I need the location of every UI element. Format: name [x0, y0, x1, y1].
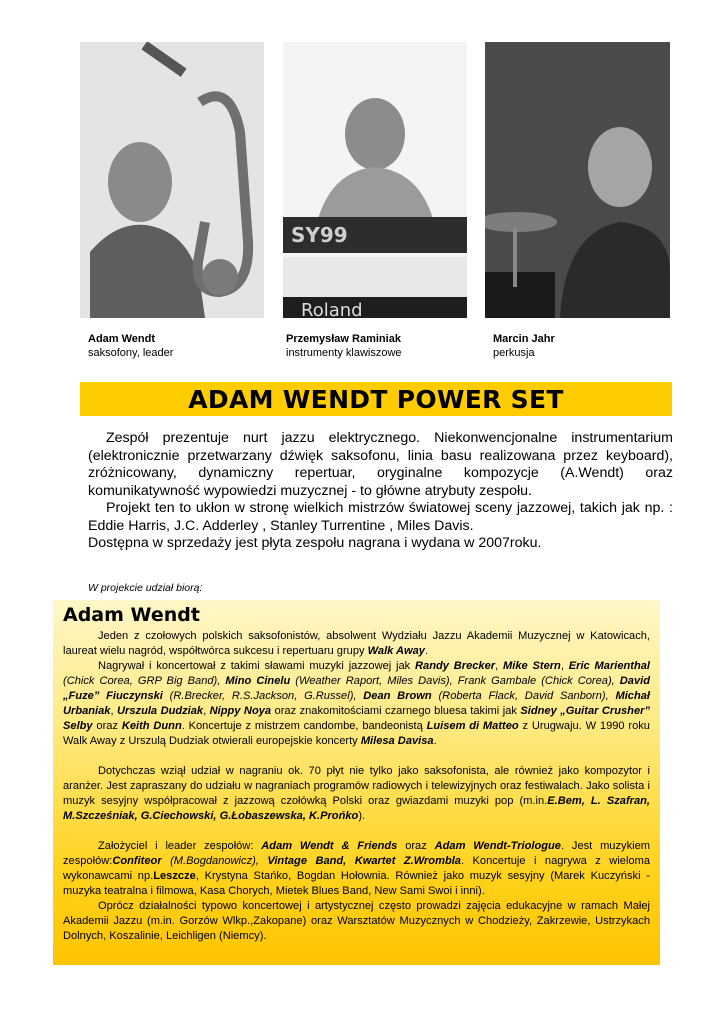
text-run: z Urugwaju. W 1990 roku Walk Away z Urszulą Dudziak otwierali europejskie koncerty: [63, 720, 650, 747]
saxophonist-illustration: [80, 42, 264, 318]
text-run: oraz: [92, 720, 122, 732]
caption-name: Przemysław Raminiak: [286, 333, 401, 345]
drummer-illustration: [485, 42, 670, 318]
emphasized-text: Adam Wendt & Friends: [261, 840, 398, 852]
bio-paragraph: [63, 659, 650, 749]
bio-paragraph: [63, 629, 650, 659]
text-run: ).: [358, 810, 366, 822]
text-run: Założyciel i leader zespołów:: [98, 840, 262, 852]
emphasized-text: Urszula Dudziak: [117, 705, 204, 717]
emphasized-text: E.Bem, L. Szafran, M.Szcześniak, G.Ciechowski, G.Łobaszewska, K.Prońko: [63, 795, 650, 822]
text-run: . Jest muzykiem zespołów:: [63, 840, 650, 867]
caption-role: instrumenty klawiszowe: [286, 347, 402, 359]
intro-paragraph: Dostępna w sprzedaży jest płyta zespołu nagrana i wydana w 2007roku.: [88, 535, 542, 551]
emphasized-text: Mike Stern: [503, 660, 561, 672]
emphasized-text: (M.Bogdanowicz),: [161, 855, 268, 867]
text-run: . Koncertuje i nagrywa z wieloma wykonawcami np.: [63, 855, 650, 882]
text-run: .: [433, 735, 437, 747]
emphasized-text: Luisem di Matteo: [426, 720, 519, 732]
caption-name: Marcin Jahr: [493, 333, 555, 345]
caption-marcin-jahr: [493, 332, 555, 360]
photo-przemyslaw-raminiak: [283, 42, 467, 318]
caption-name: Adam Wendt: [88, 333, 156, 345]
emphasized-text: Sidney „Guitar Crusher” Selby: [63, 705, 650, 732]
text-run: oraz znakomitościami czarnego bluesa takimi jak: [271, 705, 521, 717]
emphasized-text: Randy Brecker: [415, 660, 496, 672]
text-run: ,: [560, 660, 569, 672]
emphasized-text: Walk Away: [367, 645, 425, 657]
emphasized-text: Nippy Noya: [209, 705, 272, 717]
photo-marcin-jahr: [485, 42, 670, 318]
text-run: ,: [495, 660, 503, 672]
emphasized-text: Mino Cinelu: [225, 675, 291, 687]
emphasized-text: Confiteor: [112, 855, 162, 867]
bio-paragraph: [63, 839, 650, 899]
emphasized-text: David „Fuze” Fiuczynski: [63, 675, 650, 702]
emphasized-text: (Chick Corea, GRP Big Band),: [63, 675, 226, 687]
page-title: ADAM WENDT POWER SET: [188, 384, 564, 414]
intro-text: [88, 430, 673, 553]
text-run: Jeden z czołowych polskich saksofonistów, absolwent Wydziału Jazzu Akademii Muzycznej w Katowicach, laureat wielu nagród, współtwórca sukcesu i repertuaru grupy: [63, 630, 650, 657]
text-run: Nagrywał i koncertował z takimi sławami muzyki jazzowej jak: [98, 660, 416, 672]
text-run: .: [424, 645, 429, 657]
text-run: . Koncertuje z mistrzem candombe, bandeonistą: [181, 720, 427, 732]
text-run: ,: [203, 705, 210, 717]
title-banner: [80, 382, 672, 416]
emphasized-text: (R.Brecker, R.S.Jackson, G.Russel),: [162, 690, 364, 702]
text-run: Dotychczas wziął udział w nagraniu ok. 70 płyt nie tylko jako saksofonista, ale również jako kompozytor i aranżer. Jest zapraszany do udziału w nagraniach programów radiowych i telewizyjnych oraz festiwalach. Jako solista i muzyk sesyjny współpracował z jazzową czołówką Polski oraz gwiazdami muzyki pop (m.in.: [63, 765, 650, 807]
emphasized-text: Vintage Band, Kwartet Z.Wrombla: [267, 855, 461, 867]
emphasized-text: Keith Dunn: [121, 720, 182, 732]
keyboardist-illustration: [283, 42, 467, 318]
photo-adam-wendt: [80, 42, 264, 318]
keyboard-model-label: SY99: [291, 223, 348, 247]
emphasized-text: Dean Brown: [363, 690, 432, 702]
caption-adam-wendt: [88, 332, 173, 360]
caption-role: perkusja: [493, 347, 535, 359]
caption-role: saksofony, leader: [88, 347, 174, 359]
emphasized-text: Michał Urbaniak: [63, 690, 650, 717]
emphasized-text: Milesa Davisa: [360, 735, 434, 747]
text-run: oraz: [397, 840, 435, 852]
bio-name: Adam Wendt: [63, 604, 200, 626]
emphasized-text: Adam Wendt-Triologue: [434, 840, 561, 852]
keyboard-brand-label: Roland: [301, 300, 363, 318]
caption-przemyslaw-raminiak: [286, 332, 402, 360]
text-run: , Krystyna Stańko, Bogdan Hołownia. Również jako muzyk sesyjny (Marek Kuczyński - muzyka teatralna i filmowa, Kasa Chorych, Mietek Blues Band, New Sami Swoi i inni).: [63, 870, 650, 897]
bio-paragraph: [63, 764, 650, 824]
bio-text: [63, 629, 650, 944]
text-run: Oprócz działalności typowo koncertowej i artystycznej często prowadzi zajęcia edukacyjne w ramach Małej Akademii Jazzu (m.in. Gorzów Wlkp.,Zakopane) oraz Warsztatów Muzycznych w Chodzieży, Zakrzewie, Ustrzykach Dolnych, Koszalinie, Leichligen (Niemcy).: [63, 900, 650, 942]
emphasized-text: Eric Marienthal: [568, 660, 651, 672]
intro-paragraph: Zespół prezentuje nurt jazzu elektrycznego. Niekonwencjonalne instrumentarium (elektronicznie przetwarzany dźwięk saksofonu, linia basu realizowana przez keyboard), zróżnicowany, dynamiczny repertuar, oryginalne kompozycje (A.Wendt) oraz komunikatywność wypowiedzi muzycznej - to główne atrybuty zespołu.: [88, 430, 673, 499]
emphasized-text: (Roberta Flack, David Sanborn),: [431, 690, 616, 702]
bio-box: [53, 600, 660, 965]
text-run: ,: [110, 705, 118, 717]
emphasized-text: Leszcze: [153, 870, 196, 882]
lead-in-text: W projekcie udział biorą:: [88, 582, 203, 594]
emphasized-text: (Weather Raport, Miles Davis), Frank Gambale (Chick Corea),: [290, 675, 620, 687]
bio-paragraph: [63, 899, 650, 944]
intro-paragraph: Projekt ten to ukłon w stronę wielkich mistrzów światowej sceny jazzowej, takich jak np. : Eddie Harris, J.C. Adderley , Stanley Turrentine , Miles Davis.: [88, 500, 673, 534]
